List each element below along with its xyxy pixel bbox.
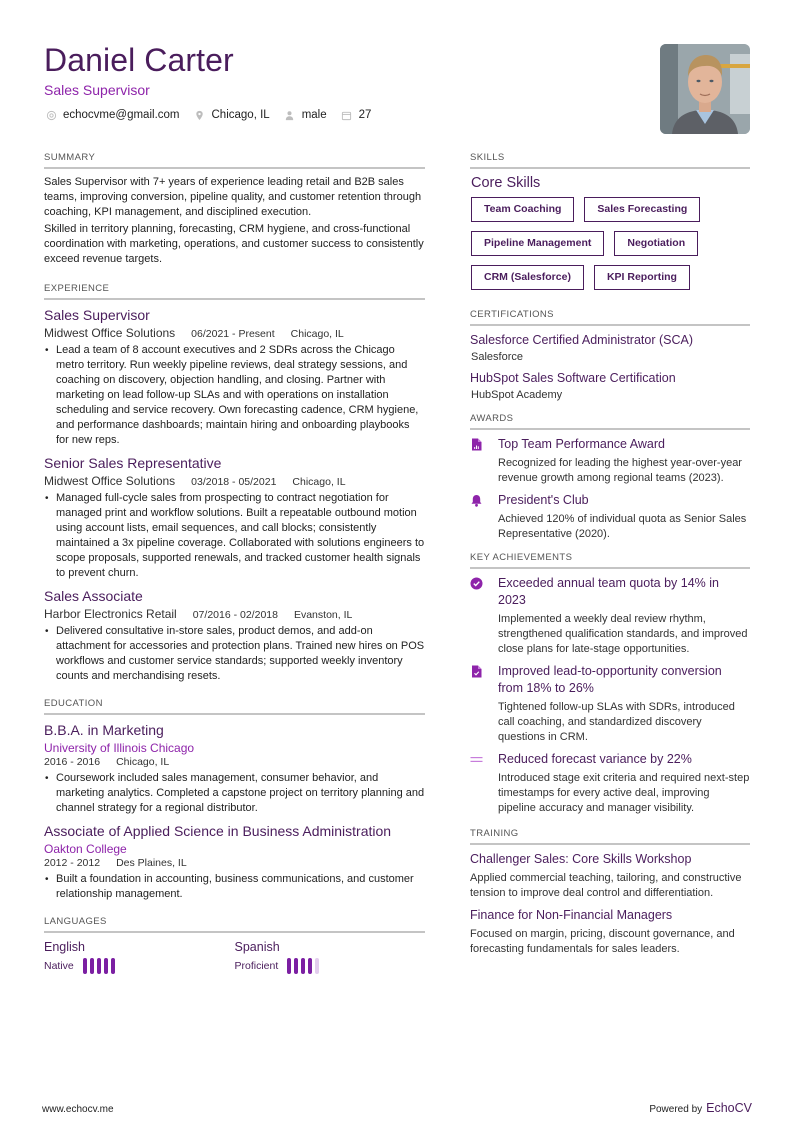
job-title: Sales Associate (44, 588, 143, 604)
company-name: Harbor Electronics Retail (44, 607, 177, 621)
summary-section (44, 152, 425, 267)
candidate-title: Sales Supervisor (44, 82, 150, 98)
email-text: echocvme@gmail.com (63, 109, 180, 121)
proficiency-bar-filled (294, 958, 298, 974)
job-bullets (44, 491, 425, 581)
job-location: Chicago, IL (290, 328, 344, 340)
bullet-item: • Delivered consultative in-store sales, product demos, and add-on attachment for accessories and protection plans. Trained new hires on POS workflows and customer service standards; supported weekly inventory counts and merchandising resets. (44, 624, 425, 684)
company-name: Midwest Office Solutions (44, 326, 176, 340)
skill-tags (470, 197, 750, 299)
education-item (44, 721, 425, 816)
job-location: Chicago, IL (292, 476, 346, 488)
proficiency-bar-filled (111, 958, 115, 974)
training-title: Finance for Non-Financial Managers (470, 908, 673, 922)
calendar-icon (341, 109, 353, 121)
certification-item (470, 332, 750, 363)
section-heading: KEY ACHIEVEMENTS (470, 552, 750, 569)
job-title: Senior Sales Representative (44, 455, 222, 471)
section-heading: SKILLS (470, 152, 750, 169)
language-item (44, 939, 235, 974)
section-heading: AWARDS (470, 413, 750, 430)
contact-age (341, 109, 372, 121)
job-dates: 06/2021 - Present (191, 328, 275, 340)
candidate-name: Daniel Carter (44, 42, 234, 78)
education-section (44, 698, 425, 902)
achievement-description: Implemented a weekly deal review rhythm, strengthened qualification standards, and improved close plans for late-stage opportunities. (498, 613, 748, 655)
brand-name: EchoCV (706, 1101, 752, 1115)
footer-website-link[interactable]: www.echocv.me (42, 1104, 114, 1115)
experience-item (44, 306, 425, 448)
proficiency-bar-filled (287, 958, 291, 974)
powered-by-label: Powered by (649, 1104, 703, 1115)
job-bullets (44, 624, 425, 684)
skill-tag: Negotiation (614, 231, 698, 256)
job-meta (44, 474, 425, 488)
achievement-title: Exceeded annual team quota by 14% in 2023 (498, 576, 719, 607)
achievement-title: Reduced forecast variance by 22% (498, 752, 692, 766)
job-location: Evanston, IL (293, 609, 353, 621)
training-description: Focused on margin, pricing, discount governance, and forecasting fundamentals for sales leaders. (470, 928, 735, 955)
training-item (470, 851, 750, 901)
proficiency-bar-filled (104, 958, 108, 974)
bullet-item: • Managed full-cycle sales from prospecting to contract negotiation for managed print and workflow solutions. Built a repeatable outbound motion using account lists, email sequences, and call blocks; consistently maintained a 3x pipeline coverage. Collaborated with solutions engineers to scope proposals, supported renewals, and tracked customer health signals to prevent churn. (44, 491, 425, 581)
proficiency-bar-filled (301, 958, 305, 974)
file-check-icon (470, 663, 498, 745)
job-bullets (44, 343, 425, 448)
training-section (470, 828, 750, 957)
gender-text: male (301, 109, 327, 121)
achievement-item (470, 663, 750, 745)
map-pin-icon (194, 109, 206, 121)
experience-section (44, 283, 425, 684)
skill-tag: Pipeline Management (471, 231, 604, 256)
achievement-description: Tightened follow-up SLAs with SDRs, introduced call coaching, and standardized discovery questions in CRM. (498, 701, 735, 743)
certification-item (470, 370, 750, 401)
experience-item (44, 454, 425, 581)
section-heading: EXPERIENCE (44, 283, 425, 300)
section-heading: CERTIFICATIONS (470, 309, 750, 326)
achievement-item (470, 575, 750, 657)
certification-title: Salesforce Certified Administrator (SCA) (470, 333, 693, 347)
proficiency-bar-filled (90, 958, 94, 974)
achievement-description: Introduced stage exit criteria and required next-step timestamps for every active deal, improving pipeline accuracy and manager visibility. (498, 772, 750, 814)
education-bullets (44, 771, 425, 816)
contact-row (45, 109, 385, 121)
proficiency-bar-filled (308, 958, 312, 974)
languages-section (44, 916, 425, 974)
award-description: Recognized for leading the highest year-over-year revenue growth among regional teams (2023). (498, 457, 742, 484)
language-level: Native (44, 960, 74, 972)
section-heading: SUMMARY (44, 152, 425, 169)
contact-gender (284, 109, 327, 121)
summary-paragraph: Sales Supervisor with 7+ years of experience leading retail and B2B sales teams, improving conversion, pipeline quality, and customer retention through coaching, KPI management, and disciplined execution. (44, 176, 422, 218)
summary-paragraph: Skilled in territory planning, forecasting, CRM hygiene, and cross-functional coordination with marketing, operations, and customer success to consistently exceed revenue targets. (44, 223, 424, 265)
proficiency-bar-empty (315, 958, 319, 974)
school-name: Oakton College (44, 842, 127, 856)
footer-powered-by[interactable] (649, 1101, 752, 1115)
education-bullets (44, 872, 425, 902)
achievements-section (470, 552, 750, 816)
award-description: Achieved 120% of individual quota as Senior Sales Representative (2020). (498, 513, 747, 540)
skill-tag: Team Coaching (471, 197, 574, 222)
job-dates: 03/2018 - 05/2021 (191, 476, 277, 488)
skill-tag: CRM (Salesforce) (471, 265, 584, 290)
bullet-item: • Coursework included sales management, consumer behavior, and marketing analytics. Completed a capstone project on territory planning and channel strategy for a regional distributor. (44, 771, 425, 816)
right-column (470, 152, 750, 967)
school-name: University of Illinois Chicago (44, 741, 195, 755)
language-level-row (235, 958, 426, 974)
skill-tag: Sales Forecasting (584, 197, 700, 222)
award-item (470, 492, 750, 542)
proficiency-bars (287, 958, 322, 974)
proficiency-bar-filled (97, 958, 101, 974)
education-meta (44, 857, 425, 869)
training-item (470, 907, 750, 957)
language-item (235, 939, 426, 974)
experience-item (44, 587, 425, 684)
skills-section (470, 152, 750, 299)
left-column (44, 152, 425, 984)
job-meta (44, 607, 425, 621)
user-icon (284, 109, 296, 121)
certification-issuer: Salesforce (471, 351, 523, 363)
certifications-section (470, 309, 750, 401)
location-text: Chicago, IL (211, 109, 270, 121)
education-item (44, 822, 425, 902)
age-text: 27 (358, 109, 372, 121)
bullet-item: • Lead a team of 8 account executives and 2 SDRs across the Chicago metro territory. Run weekly pipeline reviews, deal strategy sessions, and coaching on discovery, objection handling, and closing. Partner with marketing on lead follow-up SLAs and with operations on installation scheduling and service recovery. Own forecasting cadence, CRM hygiene, and performance dashboards; maintain hiring and onboarding playbooks for new reps. (44, 343, 425, 448)
at-icon (45, 109, 57, 121)
skill-tag: KPI Reporting (594, 265, 690, 290)
skill-group-title: Core Skills (471, 175, 541, 191)
certification-issuer: HubSpot Academy (471, 389, 563, 401)
file-chart-icon (470, 436, 498, 486)
award-item (470, 436, 750, 486)
degree-title: B.B.A. in Marketing (44, 722, 164, 738)
section-heading: LANGUAGES (44, 916, 425, 933)
education-location: Des Plaines, IL (116, 857, 187, 869)
job-title: Sales Supervisor (44, 307, 150, 323)
language-name: Spanish (234, 940, 280, 954)
education-dates: 2016 - 2016 (44, 756, 101, 768)
award-title: Top Team Performance Award (498, 437, 665, 451)
section-heading: EDUCATION (44, 698, 425, 715)
education-location: Chicago, IL (116, 756, 170, 768)
company-name: Midwest Office Solutions (44, 474, 176, 488)
awards-section (470, 413, 750, 542)
proficiency-bars (83, 958, 118, 974)
education-meta (44, 756, 425, 768)
education-dates: 2012 - 2012 (44, 857, 101, 869)
job-dates: 07/2016 - 02/2018 (192, 609, 278, 621)
contact-location (194, 109, 270, 121)
contact-email[interactable] (45, 109, 180, 121)
certification-title: HubSpot Sales Software Certification (470, 371, 676, 385)
achievement-title: Improved lead-to-opportunity conversion from 18% to 26% (498, 664, 722, 695)
language-name: English (44, 940, 85, 954)
equals-icon (470, 751, 498, 816)
degree-title: Associate of Applied Science in Business Administration (44, 823, 392, 839)
section-heading: TRAINING (470, 828, 750, 845)
languages-grid (44, 939, 425, 974)
achievement-item (470, 751, 750, 816)
job-meta (44, 326, 425, 340)
training-title: Challenger Sales: Core Skills Workshop (470, 852, 692, 866)
check-circle-icon (470, 575, 498, 657)
bell-icon (470, 492, 498, 542)
language-level-row (44, 958, 235, 974)
language-level: Proficient (234, 960, 279, 972)
proficiency-bar-filled (83, 958, 87, 974)
award-title: President's Club (498, 493, 589, 507)
training-description: Applied commercial teaching, tailoring, and constructive tension to improve deal control and differentiation. (470, 872, 742, 899)
bullet-item: • Built a foundation in accounting, business communications, and customer relationship management. (44, 872, 425, 902)
profile-photo (660, 44, 750, 134)
